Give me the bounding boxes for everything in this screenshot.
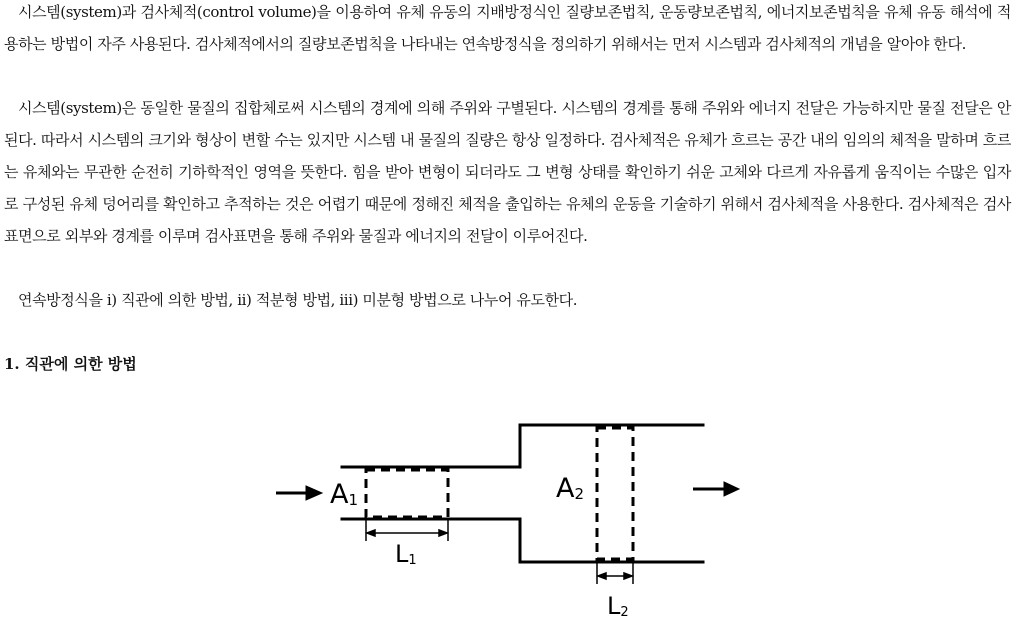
inflow-arrow	[276, 486, 322, 500]
inlet-length-label: L1	[395, 540, 417, 568]
pipe-upper-wall	[342, 425, 703, 467]
outlet-length-dimension	[597, 562, 633, 584]
outlet-length-label: L2	[607, 592, 629, 620]
section-heading: 1. 직관에 의한 방법	[4, 355, 137, 373]
outlet-length-subscript: 2	[620, 605, 629, 620]
inlet-control-volume	[366, 470, 448, 517]
intro-paragraph: 시스템(system)과 검사체적(control volume)을 이용하여 유체 유동의 지배방정식인 질량보존법칙, 운동량보존법칙, 에너지보존법칙을 유체 유동 해석에 적용하는 방법이 자주 사용된다. 검사체적에서의 질량보존법칙을 나타내는 연속방정식을 정의하기 위해서는 먼저 시스템과 검사체적의 개념을 알아야 한다.	[4, 3, 1011, 53]
system-definition-paragraph: 시스템(system)은 동일한 물질의 집합체로써 시스템의 경계에 의해 주위와 구별된다. 시스템의 경계를 통해 주위와 에너지 전달은 가능하지만 물질 전달은 안 된다. 따라서 시스템의 크기와 형상이 변할 수는 있지만 시스템 내 물질의 질량은 항상 일정하다. 검사체적은 유체가 흐르는 공간 내의 임의의 체적을 말하며 흐르는 유체와는 무관한 순전히 기하학적인 영역을 뜻한다. 힘을 받아 변형이 되더라도 그 변형 상태를 확인하기 쉬운 고체와 다르게 자유롭게 움직이는 수많은 입자로 구성된 유체 덩어리를 확인하고 추적하는 것은 어렵기 때문에 정해진 체적을 출입하는 유체의 운동을 기술하기 위해서 검사체적을 사용한다. 검사체적은 검사표면으로 외부와 경계를 이루며 검사표면을 통해 주위와 물질과 에너지의 전달이 이루어진다.	[4, 99, 1011, 245]
outflow-arrow	[693, 482, 739, 496]
outlet-area-label: A2	[556, 473, 585, 504]
inlet-length-dimension	[366, 520, 448, 541]
inlet-length-subscript: 1	[408, 553, 417, 568]
outlet-area-subscript: 2	[574, 485, 585, 503]
outlet-control-volume	[597, 428, 633, 559]
inlet-area-label: A1	[330, 479, 359, 510]
derivation-methods-paragraph: 연속방정식을 i) 직관에 의한 방법, ii) 적분형 방법, iii) 미분형 방법으로 나누어 유도한다.	[18, 291, 578, 309]
inlet-area-subscript: 1	[348, 491, 359, 509]
